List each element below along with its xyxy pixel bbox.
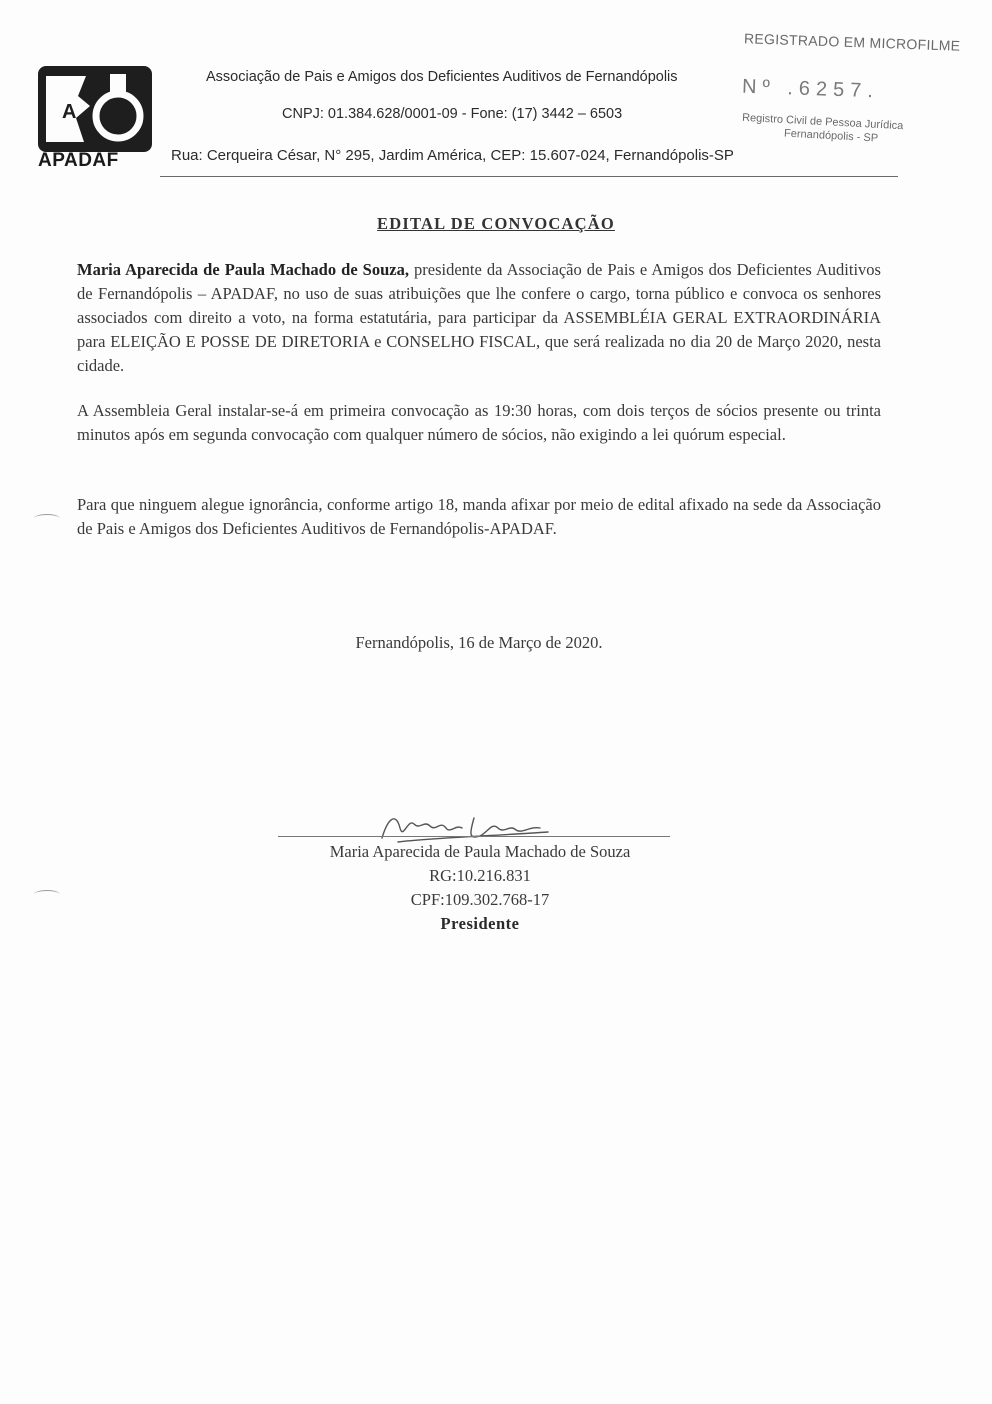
signature-block bbox=[280, 840, 680, 936]
president-name: Maria Aparecida de Paula Machado de Souza, bbox=[77, 260, 409, 279]
paragraph-2: A Assembleia Geral instalar-se-á em primeira convocação as 19:30 horas, com dois terços de sócios presente ou trinta minutos após em segunda convocação com qualquer número de sócios, não exigindo a lei quórum especial. bbox=[77, 401, 881, 444]
paragraph-3: Para que ninguem alegue ignorância, conforme artigo 18, manda afixar por meio de edital afixado na sede da Associação de Pais e Amigos dos Deficientes Auditivos de Fernandópolis-APADAF. bbox=[77, 495, 881, 538]
paragraph-1 bbox=[77, 258, 881, 378]
stamp-line-2: Fernandópolis - SP bbox=[783, 127, 879, 145]
scan-mark bbox=[34, 514, 60, 523]
logo-letter: A bbox=[62, 101, 77, 123]
document-title: EDITAL DE CONVOCAÇÃO bbox=[377, 214, 615, 233]
scan-mark bbox=[34, 890, 60, 899]
organization-name: Associação de Pais e Amigos dos Deficientes Auditivos de Fernandópolis bbox=[206, 69, 678, 85]
stamp-number: Nº .6257. bbox=[741, 75, 880, 103]
stamp-line-1: Registro Civil de Pessoa Jurídica bbox=[741, 111, 904, 133]
signer-role: Presidente bbox=[440, 914, 520, 933]
dateline: Fernandópolis, 16 de Março de 2020. bbox=[355, 633, 603, 652]
paragraph-1-text: presidente da Associação de Pais e Amigos dos Deficientes Auditivos de Fernandópolis – APADAF, no uso de suas atribuições que lhe confere o cargo, torna público e convoca os senhores associados com direito a voto, na forma estatutária, para participar da ASSEMBLÉIA GERAL EXTRAORDINÁRIA para ELEIÇÃO E POSSE DE DIRETORIA e CONSELHO FISCAL, que será realizada no dia 20 de Março 2020, nesta cidade. bbox=[77, 260, 881, 375]
signer-cpf: CPF:109.302.768-17 bbox=[410, 890, 550, 909]
cnpj-phone: CNPJ: 01.384.628/0001-09 - Fone: (17) 3442 – 6503 bbox=[282, 106, 623, 122]
signer-rg: RG:10.216.831 bbox=[429, 866, 531, 885]
signature-line bbox=[278, 836, 670, 837]
logo-text: APADAF bbox=[38, 150, 119, 171]
stamp-title: REGISTRADO EM MICROFILME bbox=[743, 30, 961, 54]
header-divider bbox=[160, 176, 898, 177]
apadaf-logo bbox=[38, 66, 152, 152]
address: Rua: Cerqueira César, N° 295, Jardim América, CEP: 15.607-024, Fernandópolis-SP bbox=[171, 147, 734, 164]
signer-name: Maria Aparecida de Paula Machado de Souza bbox=[329, 842, 631, 861]
